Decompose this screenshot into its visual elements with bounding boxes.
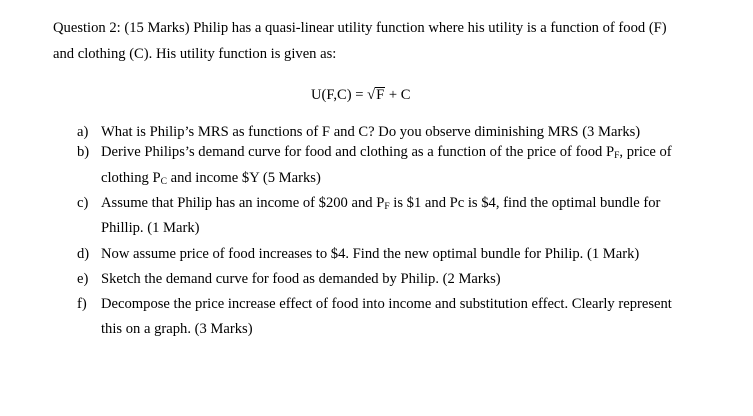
- question-intro-line-2: and clothing (C). His utility function is given as:: [53, 46, 337, 62]
- question-intro-line-1: Question 2: (15 Marks) Philip has a quasi-linear utility function where his utility is a function of food (F): [53, 20, 667, 36]
- item-b-cont-a: clothing P: [101, 170, 161, 186]
- formula-rhs: + C: [385, 87, 411, 103]
- square-root: [367, 86, 385, 104]
- item-f-text: Decompose the price increase effect of food into income and substitution effect. Clearly represent: [101, 296, 672, 312]
- item-c-text: [101, 194, 660, 212]
- item-b-label: b): [77, 144, 90, 160]
- formula-lhs: U(F,C) =: [311, 87, 368, 103]
- item-e-text: Sketch the demand curve for food as demanded by Philip. (2 Marks): [101, 271, 501, 287]
- item-a-label: a): [77, 124, 89, 140]
- item-b-cont-b: and income $Y (5 Marks): [166, 170, 321, 186]
- item-b-continuation: [101, 169, 321, 187]
- utility-formula: [311, 86, 411, 104]
- item-c-text-a: Assume that Philip has an income of $200 and P: [101, 195, 385, 211]
- item-c-label: c): [77, 195, 89, 211]
- item-f-label: f): [77, 296, 87, 312]
- item-f-continuation: this on a graph. (3 Marks): [101, 321, 253, 337]
- item-b-subscript-c: C: [160, 177, 167, 187]
- radicand: F: [376, 87, 385, 103]
- item-e-label: e): [77, 271, 89, 287]
- radical-sign: √: [367, 87, 376, 103]
- item-b-text-main: Derive Philips’s demand curve for food and clothing as a function of the price of food P: [101, 144, 615, 160]
- item-c-continuation: Phillip. (1 Mark): [101, 220, 200, 236]
- item-c-text-b: is $1 and Pc is $4, find the optimal bundle for: [389, 195, 661, 211]
- item-a-text: What is Philip’s MRS as functions of F and C? Do you observe diminishing MRS (3 Marks): [101, 124, 641, 140]
- item-b-text: [101, 143, 672, 161]
- item-d-text: Now assume price of food increases to $4. Find the new optimal bundle for Philip. (1 Mark): [101, 246, 640, 262]
- item-c-subscript-f: F: [384, 202, 390, 212]
- item-b-text-end: , price of: [619, 144, 672, 160]
- item-d-label: d): [77, 246, 90, 262]
- item-b-subscript-f: F: [614, 151, 620, 161]
